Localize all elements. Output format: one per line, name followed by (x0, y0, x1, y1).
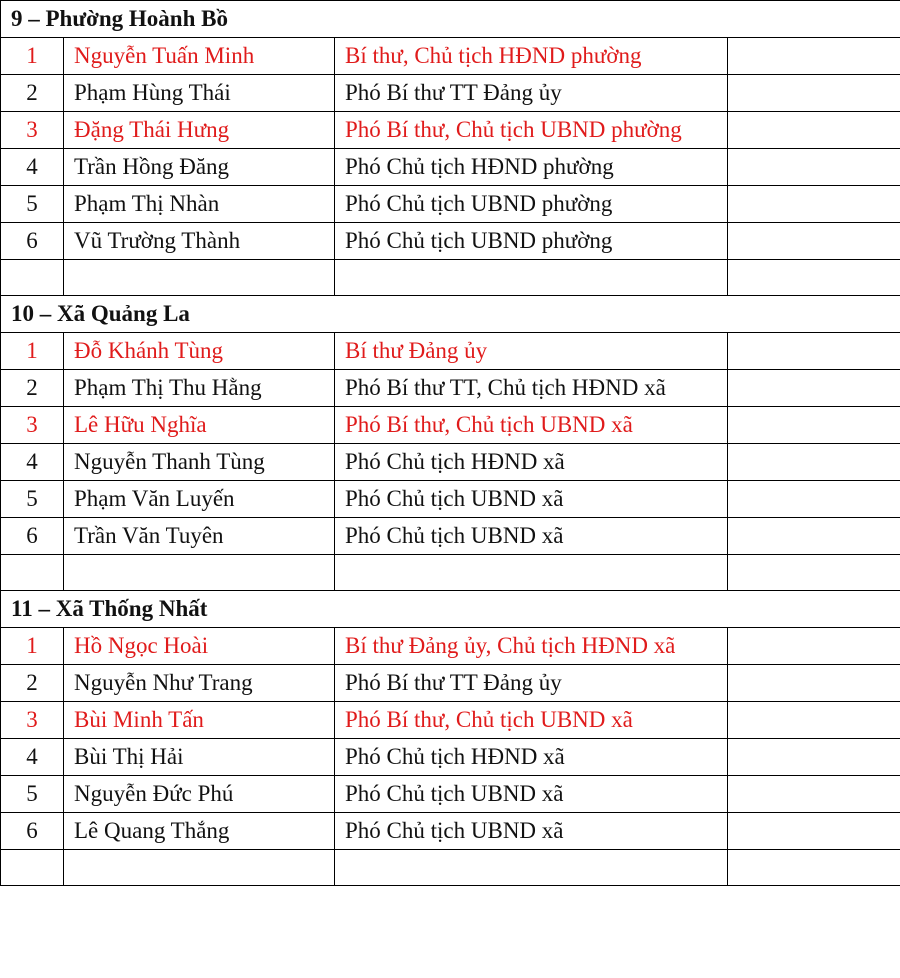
row-number: 1 (1, 628, 64, 665)
empty-cell (728, 444, 900, 481)
official-position: Phó Chủ tịch UBND xã (335, 518, 728, 555)
official-position: Phó Bí thư, Chủ tịch UBND xã (335, 407, 728, 444)
official-name: Phạm Hùng Thái (64, 75, 335, 112)
section-header-row (1, 591, 900, 628)
official-position: Phó Chủ tịch HĐND xã (335, 739, 728, 776)
empty-cell (728, 739, 900, 776)
empty-cell (728, 75, 900, 112)
official-name: Trần Văn Tuyên (64, 518, 335, 555)
row-number: 5 (1, 186, 64, 223)
official-row (1, 481, 900, 518)
empty-cell (728, 38, 900, 75)
row-number: 2 (1, 370, 64, 407)
official-position: Phó Chủ tịch UBND phường (335, 186, 728, 223)
row-number: 2 (1, 665, 64, 702)
official-name: Nguyễn Tuấn Minh (64, 38, 335, 75)
official-position: Phó Chủ tịch UBND xã (335, 813, 728, 850)
official-position: Phó Bí thư, Chủ tịch UBND xã (335, 702, 728, 739)
empty-cell (728, 186, 900, 223)
official-position: Bí thư, Chủ tịch HĐND phường (335, 38, 728, 75)
official-row (1, 112, 900, 149)
official-row (1, 665, 900, 702)
empty-cell (728, 407, 900, 444)
official-row (1, 186, 900, 223)
empty-cell (728, 702, 900, 739)
row-number: 4 (1, 444, 64, 481)
official-position: Phó Chủ tịch HĐND phường (335, 149, 728, 186)
official-name: Bùi Thị Hải (64, 739, 335, 776)
official-position: Bí thư Đảng ủy, Chủ tịch HĐND xã (335, 628, 728, 665)
empty-cell (728, 555, 900, 591)
empty-cell (728, 370, 900, 407)
official-position: Phó Bí thư TT Đảng ủy (335, 75, 728, 112)
official-position: Phó Chủ tịch HĐND xã (335, 444, 728, 481)
official-name: Lê Hữu Nghĩa (64, 407, 335, 444)
section-header-row (1, 1, 900, 38)
official-name: Nguyễn Đức Phú (64, 776, 335, 813)
section-title: 11 – Xã Thống Nhất (1, 591, 900, 628)
row-number: 3 (1, 702, 64, 739)
official-position: Phó Chủ tịch UBND xã (335, 481, 728, 518)
empty-cell (728, 628, 900, 665)
official-name: Đỗ Khánh Tùng (64, 333, 335, 370)
empty-cell (728, 223, 900, 260)
empty-cell (728, 518, 900, 555)
empty-cell (728, 776, 900, 813)
official-row (1, 702, 900, 739)
section-header-row (1, 296, 900, 333)
empty-cell (728, 260, 900, 296)
row-number: 4 (1, 739, 64, 776)
blank-row (1, 850, 900, 886)
row-number: 1 (1, 38, 64, 75)
empty-cell (728, 850, 900, 886)
section-title: 9 – Phường Hoành Bồ (1, 1, 900, 38)
blank-row (1, 555, 900, 591)
empty-cell (728, 112, 900, 149)
official-name: Nguyễn Như Trang (64, 665, 335, 702)
official-row (1, 370, 900, 407)
official-position: Phó Bí thư TT, Chủ tịch HĐND xã (335, 370, 728, 407)
officials-table-body (1, 1, 900, 886)
empty-cell (64, 555, 335, 591)
empty-cell (64, 850, 335, 886)
official-row (1, 38, 900, 75)
row-number: 3 (1, 407, 64, 444)
empty-cell (1, 260, 64, 296)
row-number: 6 (1, 813, 64, 850)
empty-cell (335, 850, 728, 886)
official-name: Vũ Trường Thành (64, 223, 335, 260)
official-row (1, 75, 900, 112)
empty-cell (335, 260, 728, 296)
row-number: 6 (1, 223, 64, 260)
official-row (1, 776, 900, 813)
row-number: 5 (1, 776, 64, 813)
official-row (1, 149, 900, 186)
empty-cell (728, 149, 900, 186)
empty-cell (1, 850, 64, 886)
empty-cell (728, 481, 900, 518)
official-row (1, 518, 900, 555)
official-row (1, 739, 900, 776)
empty-cell (728, 333, 900, 370)
official-name: Phạm Thị Nhàn (64, 186, 335, 223)
official-row (1, 628, 900, 665)
section-title: 10 – Xã Quảng La (1, 296, 900, 333)
official-position: Bí thư Đảng ủy (335, 333, 728, 370)
official-name: Hồ Ngọc Hoài (64, 628, 335, 665)
official-position: Phó Chủ tịch UBND phường (335, 223, 728, 260)
empty-cell (728, 665, 900, 702)
official-position: Phó Bí thư, Chủ tịch UBND phường (335, 112, 728, 149)
official-position: Phó Chủ tịch UBND xã (335, 776, 728, 813)
empty-cell (335, 555, 728, 591)
official-row (1, 333, 900, 370)
official-row (1, 223, 900, 260)
official-name: Đặng Thái Hưng (64, 112, 335, 149)
official-row (1, 444, 900, 481)
empty-cell (1, 555, 64, 591)
official-name: Phạm Thị Thu Hằng (64, 370, 335, 407)
row-number: 5 (1, 481, 64, 518)
row-number: 4 (1, 149, 64, 186)
official-name: Trần Hồng Đăng (64, 149, 335, 186)
official-position: Phó Bí thư TT Đảng ủy (335, 665, 728, 702)
official-name: Nguyễn Thanh Tùng (64, 444, 335, 481)
official-row (1, 407, 900, 444)
empty-cell (728, 813, 900, 850)
blank-row (1, 260, 900, 296)
official-name: Bùi Minh Tấn (64, 702, 335, 739)
official-name: Phạm Văn Luyến (64, 481, 335, 518)
row-number: 3 (1, 112, 64, 149)
empty-cell (64, 260, 335, 296)
row-number: 6 (1, 518, 64, 555)
row-number: 2 (1, 75, 64, 112)
row-number: 1 (1, 333, 64, 370)
official-name: Lê Quang Thắng (64, 813, 335, 850)
official-row (1, 813, 900, 850)
